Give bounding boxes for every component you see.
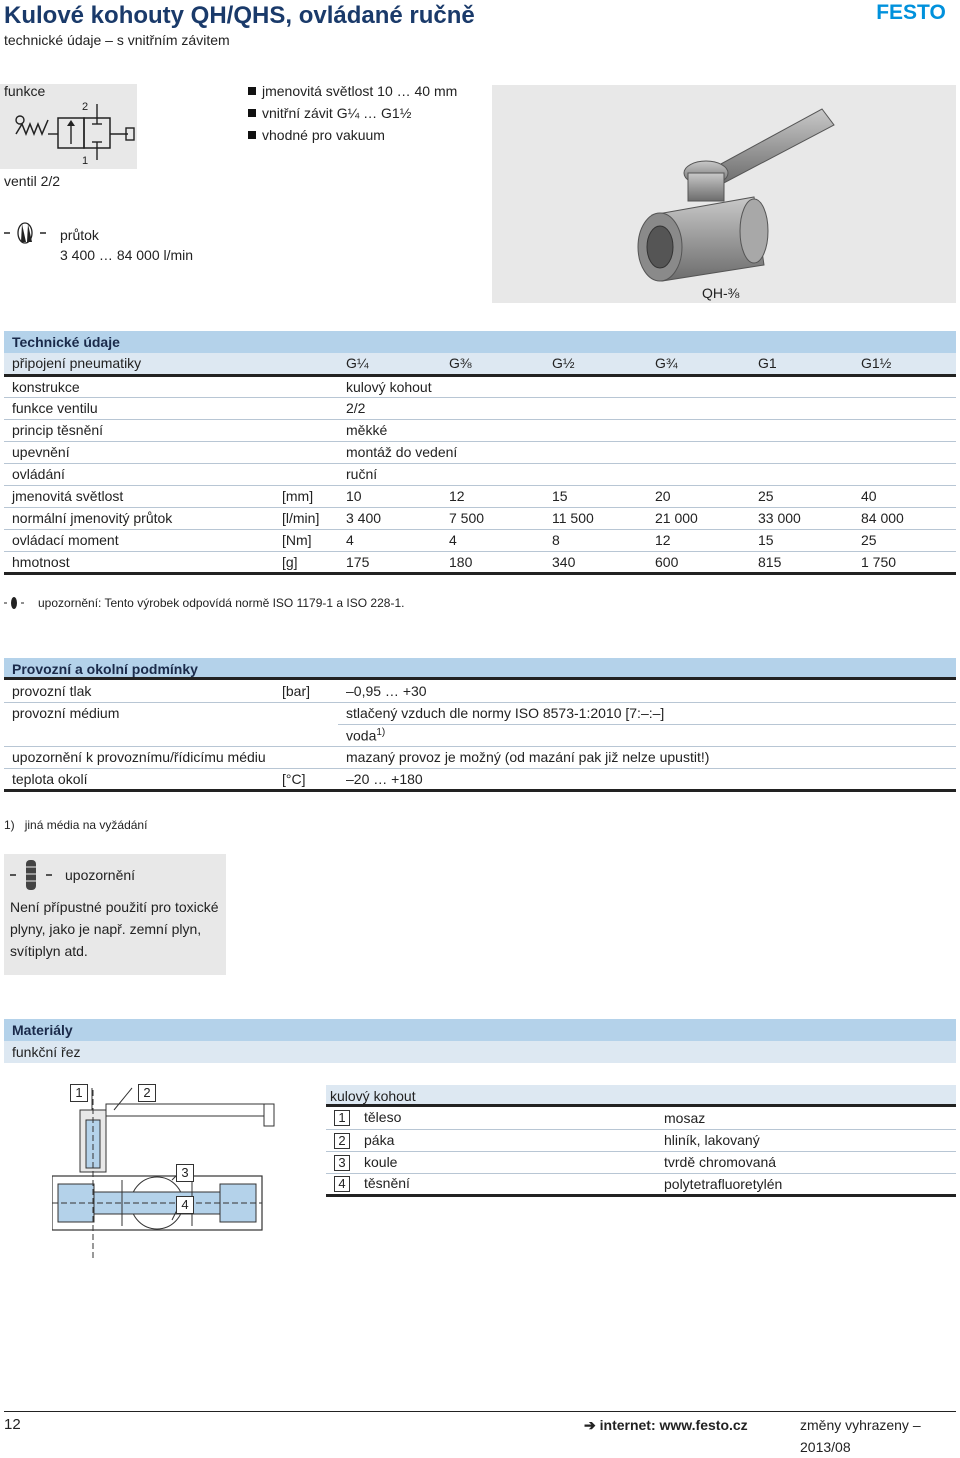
footer-link[interactable]: ➔ internet: www.festo.cz — [584, 1417, 748, 1433]
drawing-label-2: 2 — [138, 1084, 156, 1102]
feature-item: vhodné pro vakuum — [248, 124, 457, 146]
port-label-bottom: 1 — [82, 155, 89, 167]
drawing-label-1: 1 — [70, 1084, 88, 1102]
photo-caption: QH-⅜ — [702, 285, 740, 301]
operating-conditions-section — [4, 658, 956, 792]
feature-list — [248, 80, 457, 146]
table-row: funkce ventilu 2/2 — [4, 397, 956, 419]
table-row: 2 páka hliník, lakovaný — [326, 1129, 956, 1151]
warning-icon — [8, 858, 54, 892]
table-row: provozní médium stlačený vzduch dle normy ISO 8573-1:2010 [7:–:–] — [4, 702, 956, 724]
warning-box — [4, 854, 226, 975]
table-row: 4 těsnění polytetrafluoretylén — [326, 1173, 956, 1195]
table-row: teplota okolí [°C] –20 … +180 — [4, 768, 956, 790]
section-header: Technické údaje — [4, 331, 956, 353]
table-row: ovládání ruční — [4, 463, 956, 485]
function-label: funkce — [4, 83, 46, 99]
sectional-drawing — [52, 1080, 312, 1280]
table-row: 3 koule tvrdě chromovaná — [326, 1151, 956, 1173]
technical-data-table — [4, 353, 956, 575]
svg-text:FESTO: FESTO — [876, 2, 946, 22]
table-row: jmenovitá světlost [mm] 10 12 15 20 25 40 — [4, 485, 956, 507]
table-row: upevnění montáž do vedení — [4, 441, 956, 463]
arrow-right-icon: ➔ — [584, 1417, 596, 1433]
note-icon — [4, 596, 24, 610]
drawing-label-4: 4 — [176, 1196, 194, 1214]
table-row: voda$^{1)}$ — [4, 724, 956, 746]
materials-table-title: kulový kohout — [326, 1085, 956, 1107]
table-row: princip těsnění měkké — [4, 419, 956, 441]
flow-label: průtok — [60, 227, 99, 243]
materials-section — [4, 1019, 956, 1063]
table-row: upozornění k provoznímu/řídicímu médiu mazaný provoz je možný (od mazání pak již nelze upustit!) — [4, 746, 956, 768]
table-row: hmotnost [g] 175 180 340 600 815 1 750 — [4, 551, 956, 573]
materials-table — [326, 1107, 956, 1197]
table-row: ovládací moment [Nm] 4 4 8 12 15 25 — [4, 529, 956, 551]
footnote: 1) jiná média na vyžádání — [4, 818, 148, 832]
ball-valve-photo-icon — [492, 85, 956, 303]
table-header-row: připojení pneumatiky G¼ G⅜ G½ G¾ G1 G1½ — [4, 353, 956, 375]
footer-rule — [4, 1411, 956, 1412]
operating-conditions-table — [4, 680, 956, 792]
footer-changes: změny vyhrazeny – 2013/08 — [800, 1417, 921, 1455]
table-row: 1 těleso mosaz — [326, 1107, 956, 1129]
flow-icon — [4, 222, 50, 244]
section-subheader: funkční řez — [4, 1041, 956, 1063]
table-row: konstrukce kulový kohout — [4, 375, 956, 397]
valve-type-label: ventil 2/2 — [4, 173, 61, 189]
valve-symbol-icon — [12, 100, 137, 168]
materials-table-wrap — [326, 1085, 956, 1197]
section-header: Materiály — [4, 1019, 956, 1041]
table-row: normální jmenovitý průtok [l/min] 3 400 7 500 11 500 21 000 33 000 84 000 — [4, 507, 956, 529]
page-subtitle: technické údaje – s vnitřním závitem — [4, 32, 230, 48]
section-header: Provozní a okolní podmínky — [4, 658, 956, 680]
port-label-top: 2 — [82, 101, 89, 113]
product-photo — [492, 85, 956, 303]
page-title: Kulové kohouty QH/QHS, ovládané ručně — [4, 2, 475, 29]
feature-item: vnitřní závit G¼ … G1½ — [248, 102, 457, 124]
drawing-label-3: 3 — [176, 1164, 194, 1182]
technical-data-section — [4, 331, 956, 575]
page-number: 12 — [4, 1416, 21, 1433]
warning-text: Není přípustné použití pro toxické plyny, jako je např. zemní plyn, svítiplyn atd. — [10, 899, 219, 959]
flow-value: 3 400 … 84 000 l/min — [60, 247, 194, 263]
standards-note: upozornění: Tento výrobek odpovídá normě ISO 1179-1 a ISO 228-1. — [38, 596, 405, 610]
warning-title: upozornění — [65, 867, 136, 883]
festo-logo — [868, 2, 954, 22]
feature-item: jmenovitá světlost 10 … 40 mm — [248, 80, 457, 102]
table-row: provozní tlak [bar] –0,95 … +30 — [4, 680, 956, 702]
